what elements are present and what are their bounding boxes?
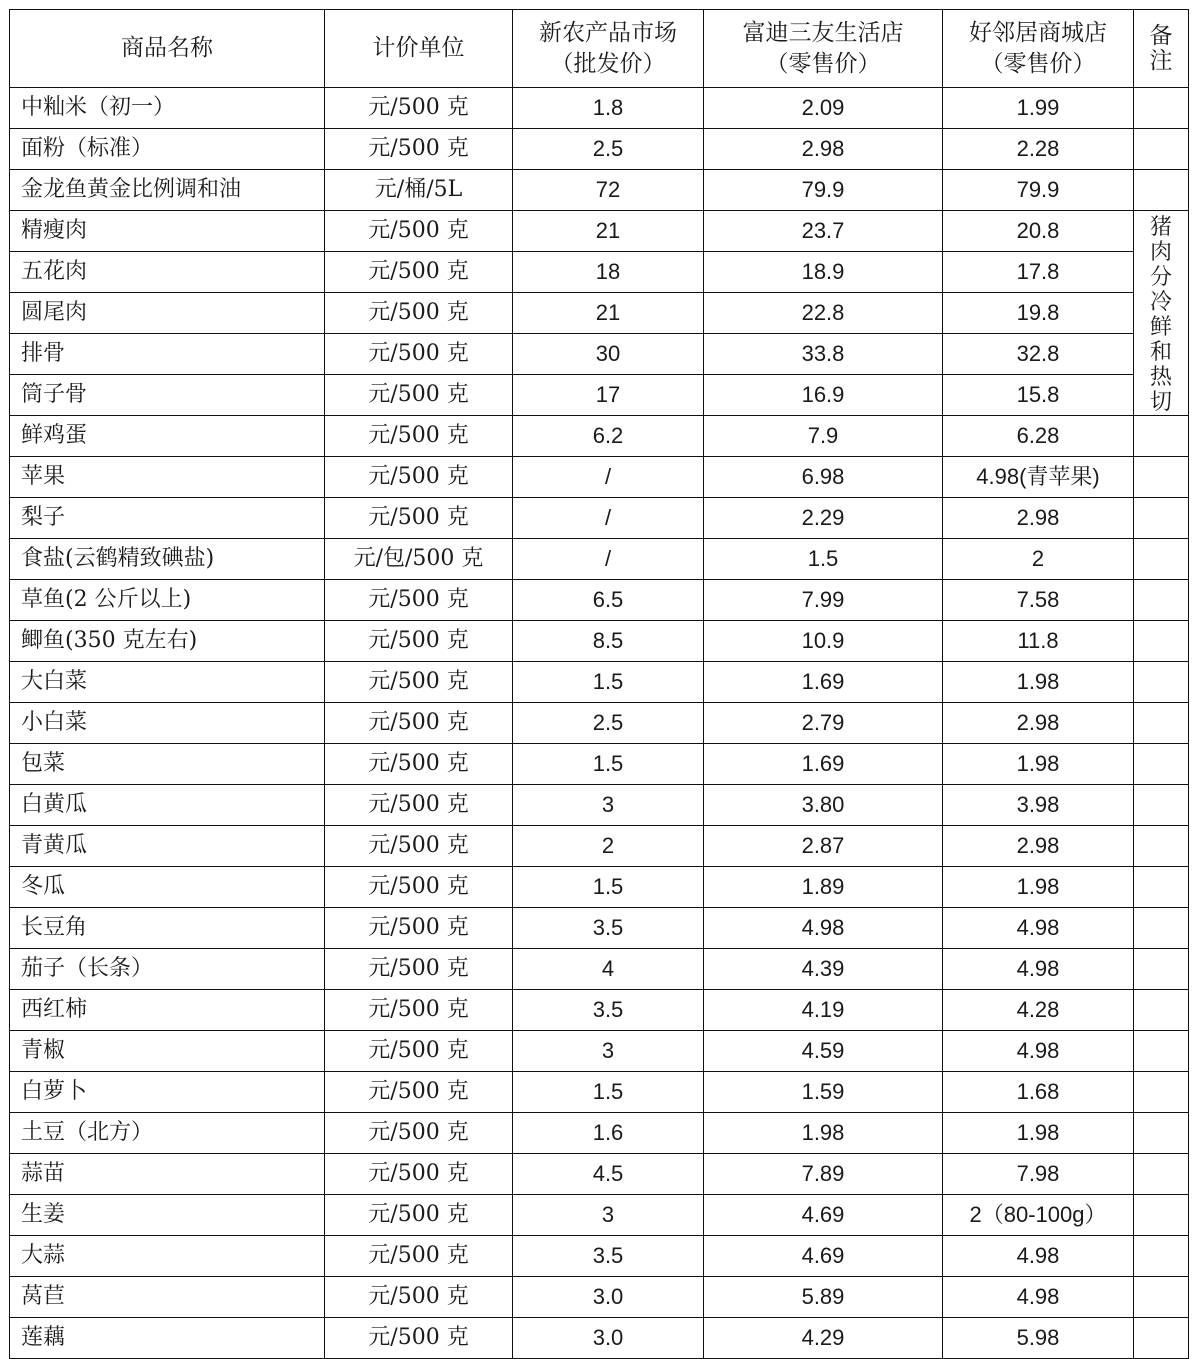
wholesale-price-cell: 6.2 (513, 416, 704, 457)
product-name-cell: 苹果 (10, 457, 325, 498)
wholesale-price-cell: 72 (513, 170, 704, 211)
product-name-cell: 五花肉 (10, 252, 325, 293)
product-name-cell: 大蒜 (10, 1236, 325, 1277)
store-2-price-cell: 4.98 (943, 1236, 1134, 1277)
price-unit-cell: 元/500 克 (325, 621, 513, 662)
remark-cell (1134, 539, 1189, 580)
table-row (10, 1072, 1189, 1113)
store-2-price-cell: 4.98(青苹果) (943, 457, 1134, 498)
table-row (10, 334, 1189, 375)
wholesale-price-cell: 3.5 (513, 908, 704, 949)
wholesale-price-cell: / (513, 539, 704, 580)
price-unit-cell: 元/500 克 (325, 498, 513, 539)
wholesale-price-cell: 21 (513, 211, 704, 252)
store-2-price-cell: 3.98 (943, 785, 1134, 826)
store-1-price-cell: 4.69 (704, 1236, 943, 1277)
table-row (10, 990, 1189, 1031)
store-2-price-cell: 19.8 (943, 293, 1134, 334)
remark-cell (1134, 1195, 1189, 1236)
price-unit-cell: 元/500 克 (325, 416, 513, 457)
store-2-price-cell: 2 (943, 539, 1134, 580)
price-unit-cell: 元/500 克 (325, 826, 513, 867)
product-name-cell: 中籼米（初一） (10, 88, 325, 129)
store-1-price-cell: 79.9 (704, 170, 943, 211)
store-2-price-cell: 1.98 (943, 867, 1134, 908)
price-unit-cell: 元/500 克 (325, 1113, 513, 1154)
table-row (10, 539, 1189, 580)
remark-cell (1134, 1318, 1189, 1359)
store-1-price-cell: 22.8 (704, 293, 943, 334)
store-1-price-cell: 23.7 (704, 211, 943, 252)
product-name-cell: 金龙鱼黄金比例调和油 (10, 170, 325, 211)
product-name-cell: 筒子骨 (10, 375, 325, 416)
price-unit-cell: 元/500 克 (325, 1195, 513, 1236)
table-row (10, 744, 1189, 785)
remark-cell (1134, 1236, 1189, 1277)
store-1-price-cell: 10.9 (704, 621, 943, 662)
price-unit-cell: 元/500 克 (325, 990, 513, 1031)
wholesale-price-cell: 2.5 (513, 129, 704, 170)
store-1-price-cell: 7.99 (704, 580, 943, 621)
table-row (10, 129, 1189, 170)
store-2-price-cell: 1.98 (943, 1113, 1134, 1154)
remark-cell (1134, 1277, 1189, 1318)
store-2-price-cell: 4.98 (943, 949, 1134, 990)
store-2-price-cell: 4.28 (943, 990, 1134, 1031)
product-name-cell: 冬瓜 (10, 867, 325, 908)
store-2-price-cell: 5.98 (943, 1318, 1134, 1359)
remark-cell (1134, 990, 1189, 1031)
header-store-1: 富迪三友生活店 （零售价） (704, 10, 943, 88)
remark-cell (1134, 1154, 1189, 1195)
price-unit-cell: 元/500 克 (325, 129, 513, 170)
product-name-cell: 面粉（标准） (10, 129, 325, 170)
table-row (10, 457, 1189, 498)
wholesale-price-cell: 1.5 (513, 662, 704, 703)
table-row (10, 1318, 1189, 1359)
wholesale-price-cell: 21 (513, 293, 704, 334)
price-unit-cell: 元/500 克 (325, 1031, 513, 1072)
store-1-price-cell: 4.39 (704, 949, 943, 990)
store-2-price-cell: 20.8 (943, 211, 1134, 252)
price-unit-cell: 元/500 克 (325, 1072, 513, 1113)
remark-cell (1134, 416, 1189, 457)
price-unit-cell: 元/500 克 (325, 457, 513, 498)
store-2-price-cell: 4.98 (943, 1031, 1134, 1072)
remark-cell (1134, 580, 1189, 621)
wholesale-price-cell: 1.5 (513, 1072, 704, 1113)
price-unit-cell: 元/500 克 (325, 580, 513, 621)
wholesale-price-cell: 6.5 (513, 580, 704, 621)
header-remark: 备注 (1134, 10, 1189, 88)
remark-cell (1134, 88, 1189, 129)
table-row (10, 1277, 1189, 1318)
wholesale-price-cell: 3 (513, 1195, 704, 1236)
wholesale-price-cell: 18 (513, 252, 704, 293)
table-row (10, 621, 1189, 662)
wholesale-price-cell: 2 (513, 826, 704, 867)
header-wholesale-market: 新农产品市场 （批发价） (513, 10, 704, 88)
product-name-cell: 蒜苗 (10, 1154, 325, 1195)
store-1-price-cell: 6.98 (704, 457, 943, 498)
store-1-price-cell: 5.89 (704, 1277, 943, 1318)
product-name-cell: 白黄瓜 (10, 785, 325, 826)
table-row (10, 170, 1189, 211)
product-name-cell: 大白菜 (10, 662, 325, 703)
store-2-price-cell: 1.99 (943, 88, 1134, 129)
product-name-cell: 食盐(云鹤精致碘盐) (10, 539, 325, 580)
price-unit-cell: 元/500 克 (325, 334, 513, 375)
price-unit-cell: 元/500 克 (325, 252, 513, 293)
product-name-cell: 西红柿 (10, 990, 325, 1031)
table-row (10, 1113, 1189, 1154)
store-1-price-cell: 1.89 (704, 867, 943, 908)
price-unit-cell: 元/500 克 (325, 744, 513, 785)
store-2-price-cell: 2（80-100g） (943, 1195, 1134, 1236)
product-name-cell: 小白菜 (10, 703, 325, 744)
store-2-price-cell: 6.28 (943, 416, 1134, 457)
table-row (10, 785, 1189, 826)
remark-cell (1134, 867, 1189, 908)
table-row (10, 1195, 1189, 1236)
price-unit-cell: 元/包/500 克 (325, 539, 513, 580)
product-name-cell: 圆尾肉 (10, 293, 325, 334)
table-row (10, 580, 1189, 621)
wholesale-price-cell: 1.5 (513, 867, 704, 908)
remark-note: 猪肉分冷鲜和热切 (1149, 215, 1172, 415)
table-body (10, 88, 1189, 1359)
product-name-cell: 生姜 (10, 1195, 325, 1236)
header-row (10, 10, 1189, 88)
price-comparison-table (9, 9, 1189, 1359)
table-row (10, 1236, 1189, 1277)
wholesale-price-cell: 3 (513, 785, 704, 826)
table-row (10, 1031, 1189, 1072)
price-unit-cell: 元/500 克 (325, 703, 513, 744)
store-2-price-cell: 1.98 (943, 744, 1134, 785)
store-1-price-cell: 2.87 (704, 826, 943, 867)
store-1-price-cell: 1.98 (704, 1113, 943, 1154)
table-row (10, 293, 1189, 334)
store-1-price-cell: 2.09 (704, 88, 943, 129)
table-row (10, 662, 1189, 703)
table-row (10, 211, 1189, 252)
table-row (10, 498, 1189, 539)
price-unit-cell: 元/500 克 (325, 88, 513, 129)
product-name-cell: 精瘦肉 (10, 211, 325, 252)
remark-cell (1134, 785, 1189, 826)
store-1-price-cell: 2.29 (704, 498, 943, 539)
store-1-price-cell: 3.80 (704, 785, 943, 826)
table-row (10, 1154, 1189, 1195)
price-unit-cell: 元/500 克 (325, 1277, 513, 1318)
table-row (10, 826, 1189, 867)
remark-cell (1134, 826, 1189, 867)
store-2-price-cell: 2.28 (943, 129, 1134, 170)
store-1-price-cell: 2.79 (704, 703, 943, 744)
wholesale-price-cell: 4.5 (513, 1154, 704, 1195)
product-name-cell: 梨子 (10, 498, 325, 539)
store-2-price-cell: 2.98 (943, 826, 1134, 867)
remark-cell (1134, 621, 1189, 662)
store-2-price-cell: 4.98 (943, 908, 1134, 949)
wholesale-price-cell: 3 (513, 1031, 704, 1072)
product-name-cell: 土豆（北方） (10, 1113, 325, 1154)
remark-cell-pork (1134, 211, 1189, 416)
price-unit-cell: 元/500 克 (325, 211, 513, 252)
product-name-cell: 鲫鱼(350 克左右) (10, 621, 325, 662)
product-name-cell: 鲜鸡蛋 (10, 416, 325, 457)
store-1-price-cell: 7.9 (704, 416, 943, 457)
store-2-price-cell: 4.98 (943, 1277, 1134, 1318)
product-name-cell: 莴苣 (10, 1277, 325, 1318)
wholesale-price-cell: 1.6 (513, 1113, 704, 1154)
product-name-cell: 青黄瓜 (10, 826, 325, 867)
store-1-price-cell: 4.69 (704, 1195, 943, 1236)
header-store-2: 好邻居商城店 （零售价） (943, 10, 1134, 88)
price-unit-cell: 元/500 克 (325, 375, 513, 416)
wholesale-price-cell: 1.5 (513, 744, 704, 785)
store-1-price-cell: 18.9 (704, 252, 943, 293)
store-2-price-cell: 17.8 (943, 252, 1134, 293)
product-name-cell: 茄子（长条） (10, 949, 325, 990)
header-price-unit: 计价单位 (325, 10, 513, 88)
store-1-price-cell: 16.9 (704, 375, 943, 416)
product-name-cell: 白萝卜 (10, 1072, 325, 1113)
wholesale-price-cell: / (513, 498, 704, 539)
store-1-price-cell: 4.59 (704, 1031, 943, 1072)
store-1-price-cell: 1.59 (704, 1072, 943, 1113)
header-product-name: 商品名称 (10, 10, 325, 88)
wholesale-price-cell: 3.0 (513, 1277, 704, 1318)
product-name-cell: 排骨 (10, 334, 325, 375)
product-name-cell: 莲藕 (10, 1318, 325, 1359)
wholesale-price-cell: 17 (513, 375, 704, 416)
table-row (10, 703, 1189, 744)
table-row (10, 252, 1189, 293)
table-row (10, 908, 1189, 949)
wholesale-price-cell: 2.5 (513, 703, 704, 744)
store-1-price-cell: 7.89 (704, 1154, 943, 1195)
store-2-price-cell: 15.8 (943, 375, 1134, 416)
price-unit-cell: 元/500 克 (325, 1154, 513, 1195)
store-2-price-cell: 79.9 (943, 170, 1134, 211)
store-1-price-cell: 1.69 (704, 744, 943, 785)
product-name-cell: 青椒 (10, 1031, 325, 1072)
wholesale-price-cell: 3.0 (513, 1318, 704, 1359)
table-row (10, 949, 1189, 990)
wholesale-price-cell: 1.8 (513, 88, 704, 129)
remark-cell (1134, 744, 1189, 785)
price-unit-cell: 元/500 克 (325, 867, 513, 908)
price-unit-cell: 元/500 克 (325, 949, 513, 990)
remark-cell (1134, 170, 1189, 211)
price-unit-cell: 元/500 克 (325, 785, 513, 826)
price-unit-cell: 元/桶/5L (325, 170, 513, 211)
price-unit-cell: 元/500 克 (325, 1318, 513, 1359)
wholesale-price-cell: 30 (513, 334, 704, 375)
wholesale-price-cell: 8.5 (513, 621, 704, 662)
store-1-price-cell: 4.98 (704, 908, 943, 949)
product-name-cell: 长豆角 (10, 908, 325, 949)
price-unit-cell: 元/500 克 (325, 1236, 513, 1277)
price-unit-cell: 元/500 克 (325, 662, 513, 703)
table-row (10, 88, 1189, 129)
remark-cell (1134, 949, 1189, 990)
wholesale-price-cell: 3.5 (513, 1236, 704, 1277)
store-1-price-cell: 4.29 (704, 1318, 943, 1359)
remark-cell (1134, 1113, 1189, 1154)
remark-cell (1134, 662, 1189, 703)
remark-cell (1134, 703, 1189, 744)
store-1-price-cell: 1.69 (704, 662, 943, 703)
store-2-price-cell: 32.8 (943, 334, 1134, 375)
store-2-price-cell: 7.58 (943, 580, 1134, 621)
price-unit-cell: 元/500 克 (325, 293, 513, 334)
product-name-cell: 草鱼(2 公斤以上) (10, 580, 325, 621)
store-1-price-cell: 33.8 (704, 334, 943, 375)
remark-cell (1134, 908, 1189, 949)
remark-cell (1134, 498, 1189, 539)
wholesale-price-cell: 4 (513, 949, 704, 990)
table-header (10, 10, 1189, 88)
store-1-price-cell: 1.5 (704, 539, 943, 580)
wholesale-price-cell: / (513, 457, 704, 498)
remark-cell (1134, 1031, 1189, 1072)
table-row (10, 867, 1189, 908)
price-unit-cell: 元/500 克 (325, 908, 513, 949)
store-1-price-cell: 4.19 (704, 990, 943, 1031)
wholesale-price-cell: 3.5 (513, 990, 704, 1031)
product-name-cell: 包菜 (10, 744, 325, 785)
store-2-price-cell: 1.68 (943, 1072, 1134, 1113)
table-row (10, 416, 1189, 457)
store-2-price-cell: 2.98 (943, 498, 1134, 539)
remark-cell (1134, 1072, 1189, 1113)
remark-cell (1134, 129, 1189, 170)
store-2-price-cell: 1.98 (943, 662, 1134, 703)
remark-cell (1134, 457, 1189, 498)
store-1-price-cell: 2.98 (704, 129, 943, 170)
table-row (10, 375, 1189, 416)
store-2-price-cell: 2.98 (943, 703, 1134, 744)
store-2-price-cell: 11.8 (943, 621, 1134, 662)
store-2-price-cell: 7.98 (943, 1154, 1134, 1195)
